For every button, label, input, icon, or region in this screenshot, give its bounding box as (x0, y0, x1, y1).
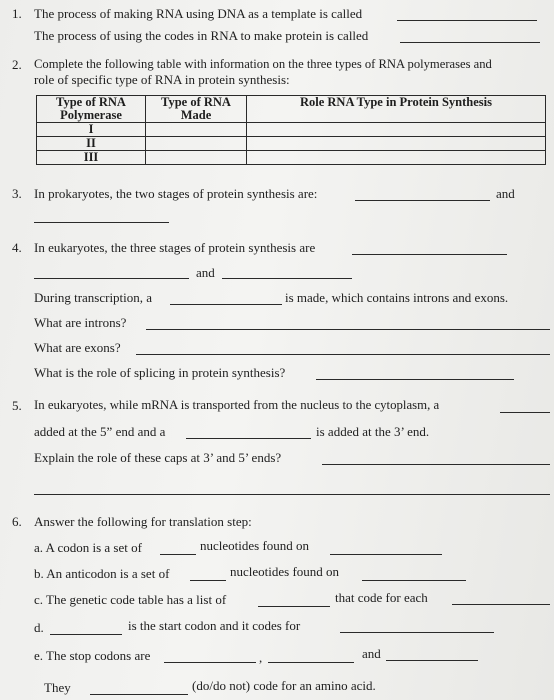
q6-number: 6. (12, 514, 22, 529)
q4-transcription-a: During transcription, a (34, 290, 153, 305)
table-row (37, 151, 546, 165)
q6-d-answer-2[interactable] (340, 632, 494, 633)
rna-polymerase-table (36, 95, 546, 165)
q6-e1: e. The stop codons are (34, 648, 151, 663)
q4-number: 4. (12, 240, 22, 255)
q6-e-answer-3[interactable] (386, 660, 478, 661)
q4-and: and (196, 265, 215, 280)
q6-f2: (do/do not) code for an amino acid. (192, 678, 376, 693)
q5-answer-line-4[interactable] (34, 494, 550, 495)
table-cell[interactable] (146, 123, 247, 137)
q6-d2: is the start codon and it codes for (128, 618, 301, 633)
q2-number: 2. (12, 57, 22, 72)
q5-answer-line-1[interactable] (500, 412, 550, 413)
q2-line1: Complete the following table with information on the three types of RNA polymerases and (34, 57, 492, 71)
q6-b-answer-2[interactable] (362, 580, 466, 581)
q6-line1: Answer the following for translation step: (34, 514, 252, 529)
q3-number: 3. (12, 186, 22, 201)
q6-c2: that code for each (335, 590, 428, 605)
q6-c1: c. The genetic code table has a list of (34, 592, 227, 607)
q5-line2b: is added at the 3’ end. (316, 424, 430, 439)
q4-answer-line-3[interactable] (222, 278, 352, 279)
row-label: I (37, 123, 146, 137)
q6-e-answer-1[interactable] (164, 662, 256, 663)
q4-splicing: What is the role of splicing in protein synthesis? (34, 365, 286, 380)
q3-and: and (496, 186, 515, 201)
q3-answer-line-2[interactable] (34, 222, 169, 223)
q4-introns-answer[interactable] (146, 329, 550, 330)
q6-e2: and (362, 646, 381, 661)
q4-transcription-answer[interactable] (170, 304, 282, 305)
q5-line2a: added at the 5” end and a (34, 424, 166, 439)
q2-line2: role of specific type of RNA in protein synthesis: (34, 72, 290, 87)
header-rna-made: Type of RNA Made (146, 96, 247, 123)
q6-c-answer-2[interactable] (452, 604, 550, 605)
table-cell[interactable] (247, 123, 546, 137)
q5-line1: In eukaryotes, while mRNA is transported from the nucleus to the cytoplasm, a (34, 398, 440, 412)
q6-f-answer[interactable] (90, 694, 188, 695)
q5-number: 5. (12, 398, 22, 413)
table-row (37, 137, 546, 151)
q5-line3: Explain the role of these caps at 3’ and 5’ ends? (34, 450, 282, 465)
q4-exons-answer[interactable] (136, 354, 550, 355)
q6-b1: b. An anticodon is a set of (34, 566, 170, 581)
q4-answer-line-2[interactable] (34, 278, 189, 279)
table-cell[interactable] (247, 151, 546, 165)
q4-answer-line-1[interactable] (352, 254, 507, 255)
q5-answer-line-3[interactable] (322, 464, 550, 465)
q6-b-answer-1[interactable] (190, 580, 226, 581)
q6-e-answer-2[interactable] (268, 662, 354, 663)
q1-answer-line-2[interactable] (400, 42, 540, 43)
table-cell[interactable] (146, 137, 247, 151)
q4-splicing-answer[interactable] (316, 379, 514, 380)
header-role: Role RNA Type in Protein Synthesis (247, 96, 546, 123)
q5-answer-line-2[interactable] (186, 438, 311, 439)
q6-f1: They (44, 680, 71, 695)
q4-exons: What are exons? (34, 340, 121, 355)
row-label: II (37, 137, 146, 151)
table-row (37, 123, 546, 137)
q1-line1: The process of making RNA using DNA as a template is called (34, 6, 363, 21)
q3-answer-line-1[interactable] (355, 200, 490, 201)
header-polymerase: Type of RNA Polymerase (37, 96, 146, 123)
q6-c-answer-1[interactable] (258, 606, 330, 607)
q1-answer-line-1[interactable] (397, 20, 537, 21)
q4-line1: In eukaryotes, the three stages of protein synthesis are (34, 240, 316, 255)
q6-a1: a. A codon is a set of (34, 540, 142, 555)
q4-transcription-b: is made, which contains introns and exons. (285, 290, 509, 305)
q6-d-answer-1[interactable] (50, 634, 122, 635)
q6-d1: d. (34, 620, 44, 635)
q6-a-answer-1[interactable] (160, 554, 196, 555)
q6-a-answer-2[interactable] (330, 554, 442, 555)
table-cell[interactable] (146, 151, 247, 165)
table-header-row (37, 96, 546, 123)
worksheet-page: 1. The process of making RNA using DNA as a template is called The process of using the codes in RNA to make protein is called 2. Complete the following table with information on the three types of RNA polymerases and role of specific type of RNA in protein synthesis: Type of RNA Polymerase Type of RNA Made Role RNA Type in Protein Synthesis I II III 3. In prokaryotes, the two stages of protein synthesis are: and 4. In eukaryotes, the three stages of protein synthesis are and During transcription, a is made, which contains introns and exons. What are introns? What are exons? What is the role of splicing in protein synthesis? 5. In eukaryotes, while mRNA is transported from the nucleus to the cytoplasm, a added at the 5” end and a is added at the 3’ end. Explain the role of these caps at 3’ and 5’ ends? 6. Answer the following for translation step: a. A codon is a set of nucleotides found on b. An anticodon is a set of nucleotides found on c. The genetic code table has a list of that code for each d. is the start codon and it codes for e. The stop codons are , and They (do/do not) code for an amino acid. (0, 0, 554, 700)
q3-text: In prokaryotes, the two stages of protein synthesis are: (34, 186, 318, 201)
table-cell[interactable] (247, 137, 546, 151)
q1-number: 1. (12, 6, 22, 21)
row-label: III (37, 151, 146, 165)
q6-a2: nucleotides found on (200, 538, 310, 553)
q1-line2: The process of using the codes in RNA to make protein is called (34, 28, 369, 43)
q6-b2: nucleotides found on (230, 564, 340, 579)
q4-introns: What are introns? (34, 315, 127, 330)
